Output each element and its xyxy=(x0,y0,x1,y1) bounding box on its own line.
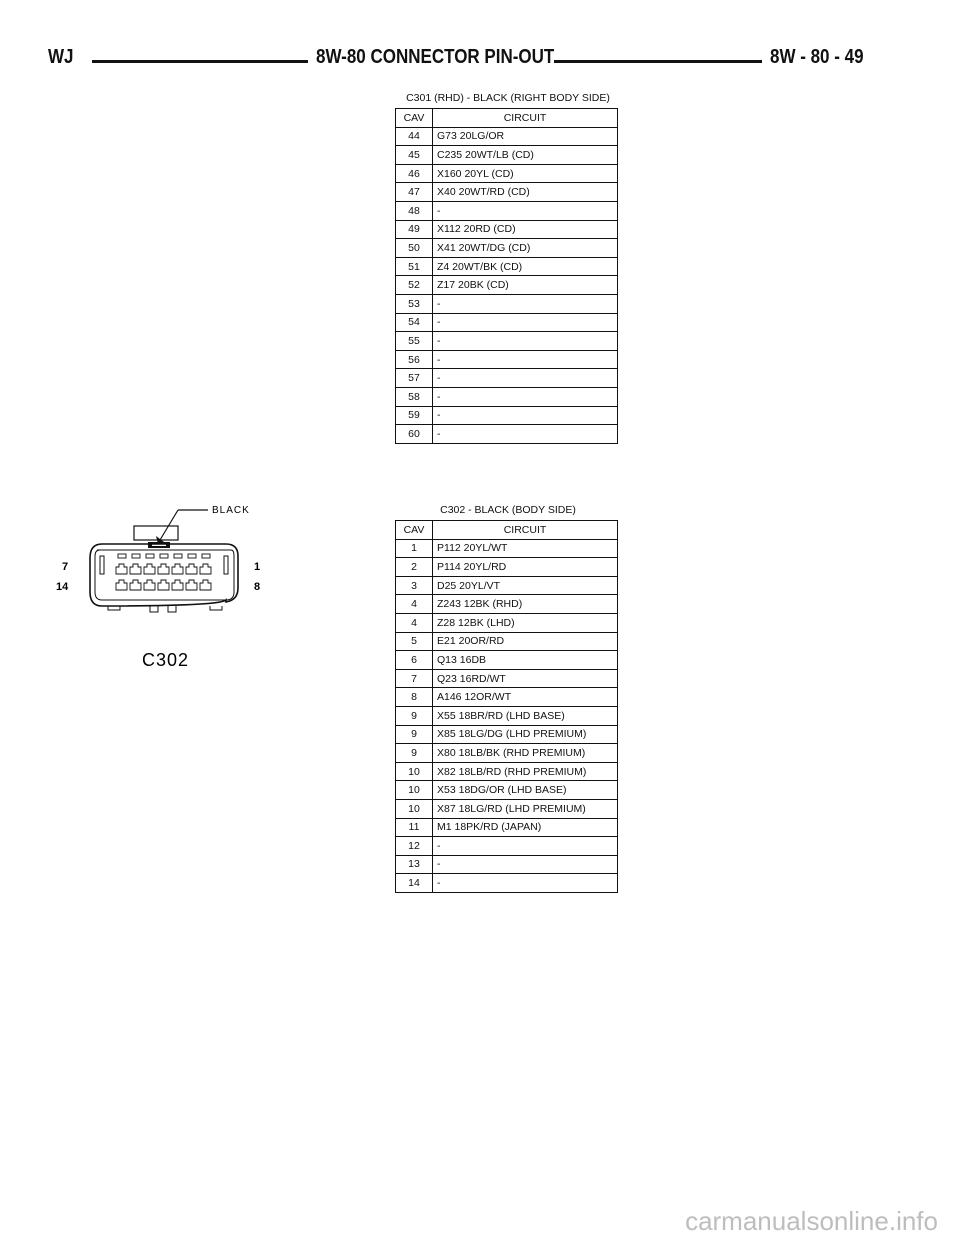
circuit-cell: - xyxy=(433,425,618,444)
cav-cell: 4 xyxy=(396,613,433,632)
circuit-cell: X160 20YL (CD) xyxy=(433,164,618,183)
table-row xyxy=(396,595,618,614)
circuit-cell: C235 20WT/LB (CD) xyxy=(433,146,618,165)
cav-cell: 6 xyxy=(396,651,433,670)
cav-cell: 49 xyxy=(396,220,433,239)
circuit-cell: X41 20WT/DG (CD) xyxy=(433,239,618,258)
table-row xyxy=(396,837,618,856)
header-rule-left xyxy=(92,60,308,63)
table-row xyxy=(396,762,618,781)
table-row xyxy=(396,744,618,763)
c302-title: C302 - BLACK (BODY SIDE) xyxy=(440,504,576,516)
table-row xyxy=(396,818,618,837)
cav-cell: 5 xyxy=(396,632,433,651)
cav-cell: 13 xyxy=(396,855,433,874)
connector-cavity xyxy=(186,580,197,590)
housing-foot xyxy=(150,606,158,612)
cav-cell: 14 xyxy=(396,874,433,893)
table-row xyxy=(396,350,618,369)
housing-foot xyxy=(210,606,222,610)
connector-cavity xyxy=(186,564,197,574)
circuit-cell: Z243 12BK (RHD) xyxy=(433,595,618,614)
label-leader-line xyxy=(160,510,178,540)
table-row xyxy=(396,425,618,444)
circuit-cell: Z28 12BK (LHD) xyxy=(433,613,618,632)
table-row xyxy=(396,406,618,425)
cav-header: CAV xyxy=(396,109,433,128)
cav-cell: 1 xyxy=(396,539,433,558)
table-row xyxy=(396,164,618,183)
cav-cell: 53 xyxy=(396,294,433,313)
circuit-cell: Q23 16RD/WT xyxy=(433,669,618,688)
table-row xyxy=(396,874,618,893)
connector-latch xyxy=(134,526,178,540)
cav-cell: 59 xyxy=(396,406,433,425)
table-header-row xyxy=(396,521,618,540)
circuit-cell: X112 20RD (CD) xyxy=(433,220,618,239)
circuit-cell: X40 20WT/RD (CD) xyxy=(433,183,618,202)
connector-cavity xyxy=(130,580,141,590)
table-row xyxy=(396,332,618,351)
circuit-cell: - xyxy=(433,855,618,874)
cav-cell: 57 xyxy=(396,369,433,388)
header-left: WJ xyxy=(48,46,74,68)
c301-pinout-table xyxy=(395,108,618,444)
circuit-cell: X55 18BR/RD (LHD BASE) xyxy=(433,706,618,725)
cav-cell: 2 xyxy=(396,558,433,577)
c302-connector-diagram xyxy=(50,496,280,676)
pin-label-14: 14 xyxy=(56,581,69,593)
cav-cell: 7 xyxy=(396,669,433,688)
table-row xyxy=(396,706,618,725)
cav-cell: 10 xyxy=(396,762,433,781)
cav-cell: 8 xyxy=(396,688,433,707)
circuit-cell: G73 20LG/OR xyxy=(433,127,618,146)
circuit-header: CIRCUIT xyxy=(433,109,618,128)
table-row xyxy=(396,688,618,707)
table-row xyxy=(396,855,618,874)
cav-cell: 60 xyxy=(396,425,433,444)
connector-cavity xyxy=(144,564,155,574)
cav-cell: 9 xyxy=(396,706,433,725)
circuit-cell: X80 18LB/BK (RHD PREMIUM) xyxy=(433,744,618,763)
circuit-cell: A146 12OR/WT xyxy=(433,688,618,707)
cav-cell: 10 xyxy=(396,799,433,818)
table-row xyxy=(396,276,618,295)
connector-cavity xyxy=(158,580,169,590)
table-row xyxy=(396,127,618,146)
cav-cell: 44 xyxy=(396,127,433,146)
housing-side-tab xyxy=(224,556,228,574)
circuit-cell: - xyxy=(433,201,618,220)
table-row xyxy=(396,558,618,577)
top-key-row xyxy=(118,554,210,558)
cav-cell: 11 xyxy=(396,818,433,837)
circuit-cell: Z17 20BK (CD) xyxy=(433,276,618,295)
cav-cell: 51 xyxy=(396,257,433,276)
circuit-cell: - xyxy=(433,874,618,893)
circuit-cell: - xyxy=(433,406,618,425)
connector-cavities xyxy=(116,564,211,590)
connector-housing-inner xyxy=(95,550,234,600)
table-row xyxy=(396,669,618,688)
circuit-cell: E21 20OR/RD xyxy=(433,632,618,651)
table-row xyxy=(396,294,618,313)
connector-cavity xyxy=(200,564,211,574)
table-row xyxy=(396,613,618,632)
table-row xyxy=(396,781,618,800)
cav-cell: 10 xyxy=(396,781,433,800)
connector-cavity xyxy=(200,580,211,590)
table-row xyxy=(396,183,618,202)
cav-cell: 9 xyxy=(396,725,433,744)
circuit-cell: X82 18LB/RD (RHD PREMIUM) xyxy=(433,762,618,781)
housing-foot xyxy=(168,606,176,612)
table-row xyxy=(396,651,618,670)
table-row xyxy=(396,576,618,595)
connector-cavity xyxy=(172,564,183,574)
circuit-cell: - xyxy=(433,837,618,856)
table-row xyxy=(396,369,618,388)
circuit-cell: - xyxy=(433,350,618,369)
c301-title: C301 (RHD) - BLACK (RIGHT BODY SIDE) xyxy=(406,92,610,104)
cav-cell: 48 xyxy=(396,201,433,220)
circuit-cell: D25 20YL/VT xyxy=(433,576,618,595)
cav-header: CAV xyxy=(396,521,433,540)
cav-cell: 56 xyxy=(396,350,433,369)
cav-cell: 52 xyxy=(396,276,433,295)
connector-cavity xyxy=(172,580,183,590)
table-row xyxy=(396,387,618,406)
circuit-cell: M1 18PK/RD (JAPAN) xyxy=(433,818,618,837)
cav-cell: 3 xyxy=(396,576,433,595)
cav-cell: 55 xyxy=(396,332,433,351)
table-row xyxy=(396,725,618,744)
circuit-cell: P114 20YL/RD xyxy=(433,558,618,577)
cav-cell: 50 xyxy=(396,239,433,258)
header-rule-right xyxy=(554,60,762,63)
connector-cavity xyxy=(144,580,155,590)
housing-side-tab xyxy=(100,556,104,574)
circuit-cell: X87 18LG/RD (LHD PREMIUM) xyxy=(433,799,618,818)
circuit-cell: X53 18DG/OR (LHD BASE) xyxy=(433,781,618,800)
pin-label-7: 7 xyxy=(62,561,69,573)
watermark: carmanualsonline.info xyxy=(685,1206,938,1236)
circuit-cell: - xyxy=(433,332,618,351)
pin-label-1: 1 xyxy=(254,561,261,573)
connector-name: C302 xyxy=(142,650,190,670)
table-row xyxy=(396,313,618,332)
cav-cell: 45 xyxy=(396,146,433,165)
cav-cell: 12 xyxy=(396,837,433,856)
cav-cell: 54 xyxy=(396,313,433,332)
connector-cavity xyxy=(116,580,127,590)
circuit-cell: X85 18LG/DG (LHD PREMIUM) xyxy=(433,725,618,744)
c302-pinout-table xyxy=(395,520,618,893)
table-row xyxy=(396,239,618,258)
circuit-cell: - xyxy=(433,294,618,313)
connector-cavity xyxy=(130,564,141,574)
circuit-cell: Q13 16DB xyxy=(433,651,618,670)
circuit-cell: - xyxy=(433,387,618,406)
circuit-cell: - xyxy=(433,369,618,388)
circuit-cell: Z4 20WT/BK (CD) xyxy=(433,257,618,276)
table-row xyxy=(396,220,618,239)
circuit-cell: P112 20YL/WT xyxy=(433,539,618,558)
connector-cavity xyxy=(158,564,169,574)
cav-cell: 47 xyxy=(396,183,433,202)
table-row xyxy=(396,201,618,220)
table-row xyxy=(396,539,618,558)
circuit-cell: - xyxy=(433,313,618,332)
pin-label-8: 8 xyxy=(254,581,261,593)
connector-color-label: BLACK xyxy=(212,505,250,516)
cav-cell: 58 xyxy=(396,387,433,406)
cav-cell: 46 xyxy=(396,164,433,183)
table-row xyxy=(396,632,618,651)
header-title: 8W-80 CONNECTOR PIN-OUT xyxy=(316,46,555,68)
page-header xyxy=(40,44,920,74)
table-row xyxy=(396,257,618,276)
cav-cell: 9 xyxy=(396,744,433,763)
table-header-row xyxy=(396,109,618,128)
cav-cell: 4 xyxy=(396,595,433,614)
table-row xyxy=(396,146,618,165)
header-page-number: 8W - 80 - 49 xyxy=(770,46,864,68)
table-row xyxy=(396,799,618,818)
circuit-header: CIRCUIT xyxy=(433,521,618,540)
connector-housing xyxy=(90,544,238,606)
connector-cavity xyxy=(116,564,127,574)
